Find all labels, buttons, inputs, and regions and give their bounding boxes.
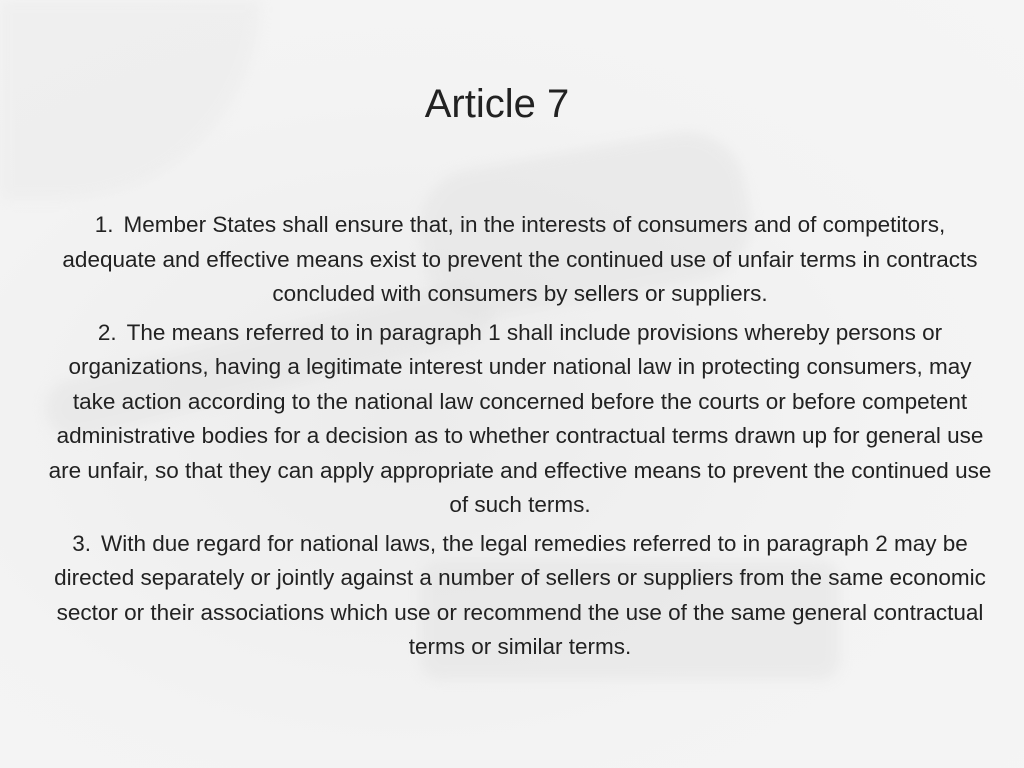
paragraph-number: 1. xyxy=(94,212,114,237)
paragraph-1 xyxy=(48,208,992,312)
paragraph-number: 2. xyxy=(97,319,117,345)
article-body xyxy=(48,208,992,669)
slide-title: Article 7 xyxy=(424,82,570,126)
paragraph-text: Member States shall ensure that, in the interests of consumers and of competitors, adequate and effective means exist to prevent the continued use of unfair terms in contracts concluded with consumers by sellers or suppliers. xyxy=(62,212,978,306)
paragraph-text: With due regard for national laws, the legal remedies referred to in paragraph 2 may be directed separately or jointly against a number of sellers or suppliers from the same economic sector or their associations which use or recommend the use of the same general contractual terms or similar terms. xyxy=(54,530,986,659)
paragraph-text: The means referred to in paragraph 1 shall include provisions whereby persons or organizations, having a legitimate interest under national law in protecting consumers, may take action according to the national law concerned before the courts or before competent administrative bodies for a decision as to whether contractual terms drawn up for general use are unfair, so that they can apply appropriate and effective means to prevent the continued use of such terms. xyxy=(48,319,992,517)
paragraph-3 xyxy=(48,527,992,665)
paragraph-2 xyxy=(48,316,992,523)
paragraph-number: 3. xyxy=(72,530,92,556)
